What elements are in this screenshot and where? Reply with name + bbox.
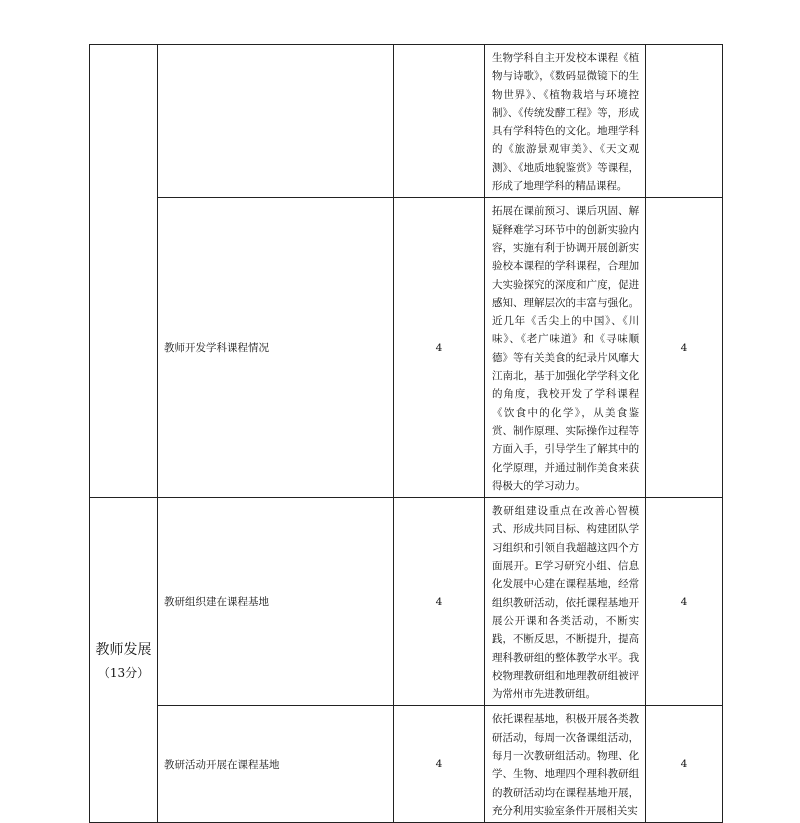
item-cell (158, 45, 394, 198)
description-text: 教研组建设重点在改善心智模式、形成共同目标、构建团队学习组织和引领自我超越这四个方面展开。E学习研究小组、信息化发展中心建在课程基地，经常组织教研活动，依托课程基地开展公开课和各类活动，不断实践，不断反思，不断提升，提高理科教研组的整体教学水平。我校物理教研组和地理教研组被评为常州市先进教研组。 (492, 505, 639, 701)
item-cell: 教师开发学科课程情况 (158, 198, 394, 498)
description-cell (485, 498, 646, 706)
result-cell: 4 (646, 498, 723, 706)
category-cell (90, 498, 158, 823)
table-row (90, 498, 723, 706)
description-cell (485, 45, 646, 198)
score-cell (394, 45, 485, 198)
description-text: 拓展在课前预习、课后巩固、解疑释难学习环节中的创新实验内容，实施有利于协调开展创新实验校本课程的学科课程，合理加大实验探究的深度和广度，促进感知、理解层次的丰富与强化。近几年《舌尖上的中国》、《川味》、《老广味道》和《寻味顺德》等有关美食的纪录片风靡大江南北，基于加强化学学科文化的角度，我校开发了学科课程《饮食中的化学》，从美食鉴赏、制作原理、实际操作过程等方面入手，引导学生了解其中的化学原理，并通过制作美食来获得极大的学习动力。 (492, 205, 639, 492)
item-cell: 教研活动开展在课程基地 (158, 706, 394, 823)
score-cell: 4 (394, 498, 485, 706)
result-cell: 4 (646, 706, 723, 823)
score-cell: 4 (394, 198, 485, 498)
description-cell (485, 706, 646, 823)
evaluation-table (89, 44, 723, 823)
category-cell-previous (90, 45, 158, 498)
category-title: 教师发展 (95, 641, 152, 658)
result-cell: 4 (646, 198, 723, 498)
table-row (90, 45, 723, 198)
description-cell (485, 198, 646, 498)
description-text: 生物学科自主开发校本课程《植物与诗歌》，《数码显微镜下的生物世界》、《植物栽培与环境控制》、《传统发酵工程》等，形成具有学科特色的文化。地理学科的《旅游景观审美》、《天文观测》、《地质地貌鉴赏》等课程，形成了地理学科的精品课程。 (492, 52, 639, 193)
result-cell (646, 45, 723, 198)
item-cell: 教研组织建在课程基地 (158, 498, 394, 706)
category-points: （13分） (97, 665, 150, 680)
description-text: 依托课程基地，积极开展各类教研活动，每周一次备课组活动，每月一次教研组活动。物理、化学、生物、地理四个理科教研组的教研活动均在课程基地开展，充分利用实验室条件开展相关实 (492, 713, 639, 817)
table-row (90, 706, 723, 823)
table-row (90, 198, 723, 498)
score-cell: 4 (394, 706, 485, 823)
